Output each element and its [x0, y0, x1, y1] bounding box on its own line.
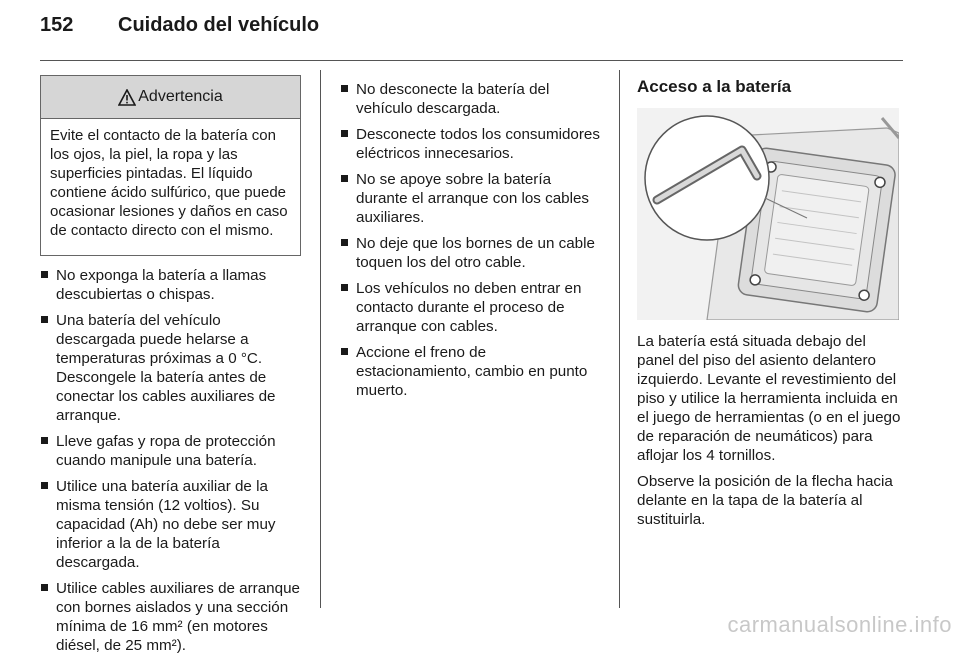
watermark: carmanualsonline.info: [727, 612, 952, 637]
col2-bullet-list: [340, 80, 605, 400]
bullet-item: Utilice cables auxiliares de arranque con bornes aislados y una sección mínima de 16 mm² (en motores diésel, de 25 mm²).: [40, 579, 303, 655]
bullet-item: No deje que los bornes de un cable toquen los del otro cable.: [340, 234, 605, 272]
col1-bullet-list: [40, 266, 303, 655]
battery-access-illustration: [637, 108, 899, 320]
warning-title: Advertencia: [138, 88, 223, 105]
warning-text: Evite el contacto de la batería con los ojos, la piel, la ropa y las superficies pintadas. El líquido contiene ácido sulfúrico, que puede ocasionar lesiones y daños en caso de contacto directo con el mismo.: [50, 127, 288, 239]
bullet-item: Lleve gafas y ropa de protección cuando manipule una batería.: [40, 432, 303, 470]
warning-box: [40, 75, 301, 256]
page-header: [40, 14, 319, 37]
column-3: [637, 77, 905, 536]
section-title: Acceso a la batería: [637, 77, 792, 96]
bullet-item: Accione el freno de estacionamiento, cambio en punto muerto.: [340, 343, 605, 400]
section-paragraph: Observe la posición de la flecha hacia delante en la tapa de la batería al sustituirla.: [637, 473, 893, 528]
bullet-item: No exponga la batería a llamas descubiertas o chispas.: [40, 266, 303, 304]
column-1-text: [40, 266, 303, 662]
page-number: 152: [40, 14, 74, 36]
column-2-text: [340, 80, 605, 407]
page-title: Cuidado del vehículo: [118, 14, 320, 36]
bullet-item: Utilice una batería auxiliar de la misma tensión (12 voltios). Su capacidad (Ah) no debe ser muy inferior a la de la batería descargada.: [40, 477, 303, 572]
bullet-item: Una batería del vehículo descargada puede helarse a temperaturas próximas a 0 °C. Descongele la batería antes de conectar los cables auxiliares de arranque.: [40, 311, 303, 425]
bullet-item: Desconecte todos los consumidores eléctricos innecesarios.: [340, 125, 605, 163]
column-divider-1: [320, 70, 321, 608]
column-divider-2: [619, 70, 620, 608]
warning-header: [41, 76, 300, 119]
bullet-item: No desconecte la batería del vehículo descargada.: [340, 80, 605, 118]
section-paragraph: La batería está situada debajo del panel del piso del asiento delantero izquierdo. Levante el revestimiento del piso y utilice la herramienta incluida en el juego de herramientas (o en el juego de reparación de neumáticos) para aflojar los 4 tornillos.: [637, 333, 901, 464]
section-body: [637, 332, 905, 529]
header-rule: [40, 60, 903, 61]
bullet-item: No se apoye sobre la batería durante el arranque con los cables auxiliares.: [340, 170, 605, 227]
warning-triangle-icon: [118, 89, 136, 106]
bullet-item: Los vehículos no deben entrar en contacto durante el proceso de arranque con cables.: [340, 279, 605, 336]
